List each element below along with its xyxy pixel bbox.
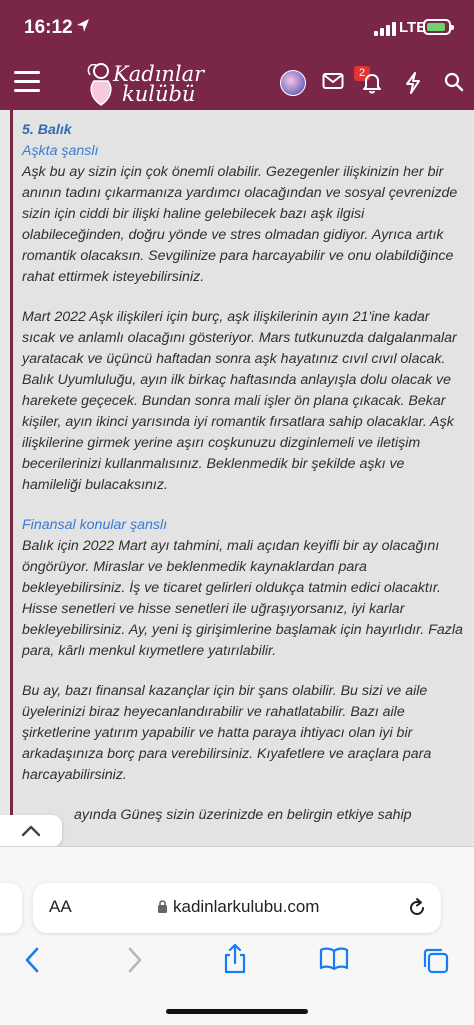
- url-text: kadinlarkulubu.com: [173, 897, 320, 916]
- hamburger-menu-icon[interactable]: [14, 71, 40, 95]
- network-type: LTE: [399, 19, 427, 36]
- tabs-icon[interactable]: [422, 947, 450, 975]
- forward-icon[interactable]: [127, 947, 143, 973]
- finance-section-link[interactable]: Finansal konular şanslı: [22, 517, 168, 533]
- love-paragraph-1: Aşk bu ay sizin için çok önemli olabilir. Gezegenler ilişkinizin her bir anının tadını çıkarmanıza yardımcı olacağından ve sosyal çevrenizde sizin için ciddi bir ilişki haline gelebilecek bazı aşk ilgisi olabileceğinden, doğru yönde ve stres olmadan gidiyor. Ayrıca artık romantik olacaksın. Sevgilinize para harcayabilir ve onu olabildiğince rahat ettirmek isteyebilirsiniz.: [22, 164, 458, 285]
- chevron-up-icon: [21, 825, 41, 837]
- site-header: [0, 58, 474, 110]
- page-content: [0, 110, 474, 846]
- notification-count-badge: 2: [354, 66, 370, 81]
- status-time: 16:12: [24, 17, 73, 38]
- lock-icon: [157, 899, 168, 914]
- cellular-signal-icon: [374, 22, 396, 36]
- logo-text-line2: kulübü: [122, 82, 196, 106]
- bell-icon[interactable]: [362, 72, 382, 94]
- previous-tab-preview[interactable]: [0, 883, 22, 933]
- reload-icon[interactable]: [406, 897, 428, 919]
- text-size-button[interactable]: AA: [49, 897, 72, 916]
- location-arrow-icon: [76, 18, 90, 34]
- home-indicator: [166, 1009, 308, 1014]
- love-section-link[interactable]: Aşkta şanslı: [22, 143, 99, 159]
- user-avatar[interactable]: [280, 70, 306, 96]
- address-bar[interactable]: [33, 883, 441, 933]
- share-icon[interactable]: [222, 943, 248, 975]
- finance-paragraph-1: Balık için 2022 Mart ayı tahmini, mali açıdan keyifli bir ay olacağını öngörüyor. Miraslar ve beklenmedik kaynaklardan para bekleyebilirsiniz. İş ve ticaret gelirleri oldukça tatmin edici olacaktır. Hisse senetleri ve hisse senetleri ile uğraşıyorsanız, iyi karlar bekleyebilirsiniz. Ay, yeni iş girişimlerine başlamak için hayırlıdır. Fazla para, kârlı menkul kıymetlere yatırılabilir.: [22, 538, 463, 659]
- section-title: 5. Balık: [22, 122, 72, 138]
- battery-icon: [423, 19, 451, 35]
- browser-toolbar: [0, 846, 474, 1025]
- lightning-icon[interactable]: [404, 72, 422, 94]
- finance-paragraph-2: Bu ay, bazı finansal kazançlar için bir şans olabilir. Bu sizi ve aile üyelerinizi biraz heyecanlandırabilir ve rahatlatabilir. Bazı aile şirketlerine yatırım yapabilir ve hatta paraya ihtiyacı olan iyi bir arkadaşınıza borç para verebilirsiniz. Kıyafetlere ve araçlara para harcayabilirsiniz.: [22, 683, 432, 783]
- search-icon[interactable]: [444, 72, 464, 92]
- back-icon[interactable]: [24, 947, 40, 973]
- partial-paragraph: ayında Güneş sizin üzerinizde en belirgin etkiye sahip: [74, 807, 412, 823]
- logo-text-line1: Kadınlar: [113, 62, 205, 86]
- love-paragraph-2: Mart 2022 Aşk ilişkileri için burç, aşk ilişkilerinin ayın 21'ine kadar sıcak ve anlamlı olacağını gösteriyor. Mars tutkunuzda dalgalanmalar yaratacak ve üçüncü haftadan sonra aşk hayatınız cıvıl cıvıl olacak. Balık Uyumluluğu, ayın ilk birkaç haftasında anlayışla dolu olacak ve harekete geçecek. Bundan sonra mali işler ön plana çıkacak. Bekar kişiler, ayın ikinci yarısında iyi romantik fırsatlara sahip olacaklar. Aşk ilişkilerine girmek yerine aşırı coşkunuzu dizginlemeli ve iletişim becerilerinizi kullanmalısınız. Beklenmedik bir şekilde aşkı ve hamileliği bulacaksınız.: [22, 309, 457, 493]
- bookmarks-icon[interactable]: [319, 947, 349, 971]
- scroll-to-top-button[interactable]: [0, 815, 62, 847]
- status-bar: [0, 0, 474, 58]
- site-logo[interactable]: [84, 60, 204, 108]
- mail-icon[interactable]: [322, 72, 344, 90]
- article-body: [10, 110, 473, 846]
